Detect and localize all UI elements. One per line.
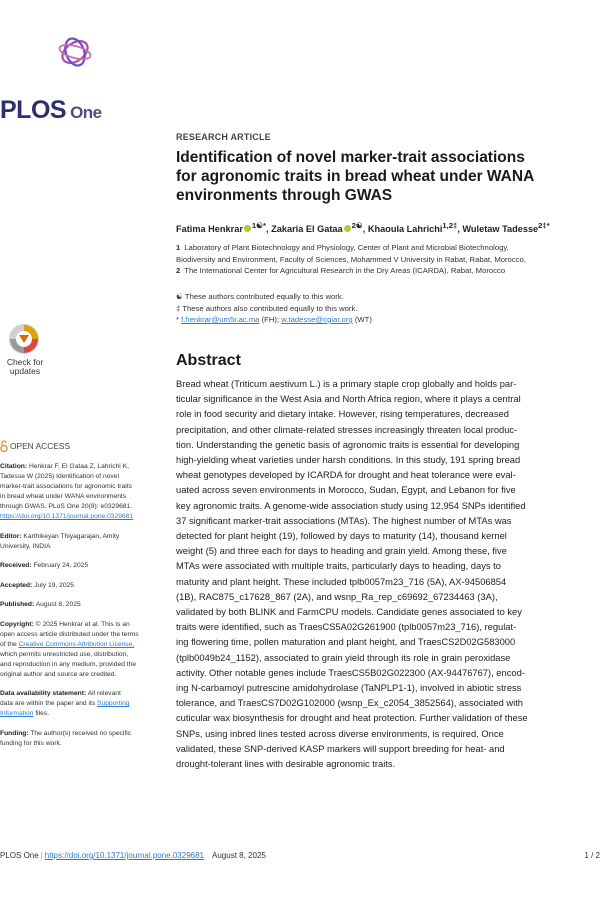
abstract-line: validated, these SNP-derived KASP markers will support breeding for heat- and [176,743,505,754]
footer-date: August 8, 2025 [212,851,266,860]
copyright-block: Copyright: © 2025 Henkrar et al. This is an open access article distributed under the terms of the Creative Commons Attribution License, which permits unrestricted use, distribution, and reproduction in any medium, provided the original author and source are credited. [0,620,139,678]
article-title [176,148,596,205]
logo-text [0,96,102,125]
affiliation-text: Laboratory of Plant Biotechnology and Physiology, Center of Plant and Microbial Biotechnology, [184,243,509,252]
affiliation [176,242,600,254]
abstract-line: ticular significance in the West Asia and North Africa region, where it plays a central [176,394,521,405]
open-access-lock-icon [0,440,8,452]
abstract-line: role in food security and dietary intake. However, rising temperatures, decreased [176,409,509,420]
page-footer: PLOS One | https://doi.org/10.1371/journal.pone.0329681 August 8, 2025 [0,851,266,860]
abstract-line: (tplb0049b24_1152), associated to grain yield through its role in grain peroxidase [176,652,511,663]
abstract-line: key agronomic traits. A genome-wide association study using 12,954 SNPs identified [176,500,526,511]
abstract-line: ing N-carbamoyl putrescine amidohydrolase (TaNPLP1-1), involved in abiotic stress [176,683,522,694]
supporting-info-link[interactable]: Supporting [97,700,130,707]
abstract-line: detected for plant height (19), followed by days to maturity (14), thousand kernel [176,531,507,542]
author-sup: 1☯* [251,221,267,230]
title-line: Identification of novel marker-trait associations [176,149,525,166]
author-sup: 1,2‡ [442,221,458,230]
orcid-icon[interactable] [244,225,251,232]
author-notes [176,291,600,326]
abstract-line: ing flowering time, pollen maturation and plant height, and TraesCS2D02G583000 [176,637,516,648]
abstract-line: SNPs, using inbred lines tested across diverse environments, is required. Once [176,728,504,739]
abstract-line: activity. Other notable genes include TraesCS5B02G022300 (AX-94476767), encod- [176,667,525,678]
affiliation-cont: Biodiversity and Environment, Faculty of Sciences, Mohammed V University in Rabat, Rabat, Morocco, [176,254,526,264]
funding-block: Funding: The author(s) received no specific funding for this work. [0,729,132,747]
open-access-label: OPEN ACCESS [10,441,71,451]
logo-plos: PLOS [0,96,67,124]
author-name[interactable]: Khaoula Lahrichi [367,224,443,235]
license-link[interactable]: Creative Commons Attribution License, [18,640,135,648]
page-number: 1 / 2 [584,851,600,860]
journal-logo[interactable] [0,38,140,124]
affiliation-number: 1 [176,243,181,252]
affiliation-number: 2 [176,266,181,275]
article-metadata [0,462,160,758]
abstract-line: high-yielding wheat varieties under harsh conditions. In this study, 191 spring bread [176,455,521,466]
author-sup: 2‡* [538,221,550,230]
published-block: Published: August 8, 2025 [0,601,81,608]
footer-doi-link[interactable]: https://doi.org/10.1371/journal.pone.0329681 [44,851,205,860]
title-line: environments through GWAS [176,187,393,204]
affiliations [176,242,600,277]
cfu-line: Check for [6,357,44,367]
author-name[interactable]: Wuletaw Tadesse [462,224,539,235]
abstract-line: tolerance, and TraesCS7D02G102000 (wsnp_Ex_c2054_3852564), associated with [176,698,523,709]
abstract-line: drought-tolerant lines with desirable agronomic traits. [176,759,396,770]
citation-doi-link[interactable]: https://doi.org/10.1371/journal.pone.0329681 [0,513,134,520]
equal-contribution-note: ‡ These authors also contributed equally to this work. [176,303,358,313]
orcid-icon[interactable] [344,225,351,232]
check-for-updates-icon[interactable] [5,322,43,356]
abstract-line: 37 significant marker-trait associations (MTAs). The highest number of MTAs was [176,515,512,526]
abstract-heading: Abstract [176,352,241,369]
abstract-line: MTAs were associated with multiple traits, particularly days to heading, days to [176,561,501,572]
email-link[interactable]: f.henkrar@um5r.ac.ma [181,315,260,324]
abstract-body [176,377,600,824]
logo-one: One [70,103,102,122]
abstract-line: tion. Understanding the genetic basis of agronomic traits is essential for developing [176,439,520,450]
author-list: Fatima Henkrar $^{1☯*}$, Zakaria El Gataa $^{2☯}$, Khaoula Lahrichi$^{1,2\ddagger}$, Wuletaw Tadesse$^{2\ddagger*}$ [176,221,550,235]
logo-swirl-icon [30,34,100,74]
data-availability-block: Data availability statement: All relevant data are within the paper and its Supporting Information files. [0,690,130,717]
abstract-line: traits were identified, such as TraesCS5A02G261900 (tplb0057m23_716), regulat- [176,622,517,633]
email-link[interactable]: w.tadesse@cgiar.org [281,315,353,324]
abstract-line: precipitation, and other climate-related stresses increasingly threaten local produc- [176,424,518,435]
title-line: for agronomic traits in bread wheat under WANA [176,168,535,185]
abstract-line: weight (5) and three each for days to heading and grain yield. Among these, five [176,546,507,557]
citation-label: Citation: [0,463,28,470]
author-sup: 2☯ [351,221,363,230]
citation-block: Citation: Henkrar F, El Gataa Z, Lahrichi K, Tadesse W (2025) Identification of novel marker-trait associations for agronomic traits in bread wheat under WANA environments through GWAS. PLoS One 20(8): e0329681. https://doi.org/10.1371/journal.pone.0329681 [0,462,160,522]
affiliation [176,265,600,277]
equal-contribution-note: ☯ These authors contributed equally to this work. [176,292,344,301]
received-block: Received: February 24, 2025 [0,562,89,569]
cfu-line: updates [9,366,41,376]
affiliation-text: The International Center for Agricultural Research in the Dry Areas (ICARDA), Rabat, Morocco [184,266,506,275]
accepted-block: Accepted: July 19, 2025 [0,581,74,589]
abstract-line: uated across seven environments in Morocco, Sudan, Egypt, and Lebanon for five [176,485,516,496]
abstract-line: (1B), RAC875_c17628_867 (2A), and wsnp_Ra_rep_c69692_67234463 (3A), [176,591,498,602]
abstract-line: maturity and plant height. These included tplb0057m23_716 (5A), AX-94506854 [176,576,507,587]
author-name[interactable]: Zakaria El Gataa [271,224,343,235]
article-type: RESEARCH ARTICLE [176,132,271,142]
abstract-line: cuticular wax biosynthesis for drought and heat protection. Further validation of these [176,713,528,724]
abstract-line: Bread wheat (Triticum aestivum L.) is a primary staple crop globally and holds par- [176,379,517,389]
footer-journal: PLOS One [0,851,39,860]
check-for-updates-label[interactable] [0,358,50,376]
supporting-info-link[interactable]: Information [0,710,34,717]
abstract-line: validated by both BLINK and FarmCPU models. Candidate genes associated to key [176,607,522,618]
corresponding-emails: * f.henkrar@um5r.ac.ma (FH); w.tadesse@cgiar.org (WT) [176,315,372,324]
author-name[interactable]: Fatima Henkrar [176,224,243,235]
abstract-line: wheat genotypes developed by ICARDA for drought and heat tolerance were eval- [176,470,516,481]
editor-block: Editor: Karthikeyan Thiyagarajan, Amity University, INDIA [0,532,120,550]
